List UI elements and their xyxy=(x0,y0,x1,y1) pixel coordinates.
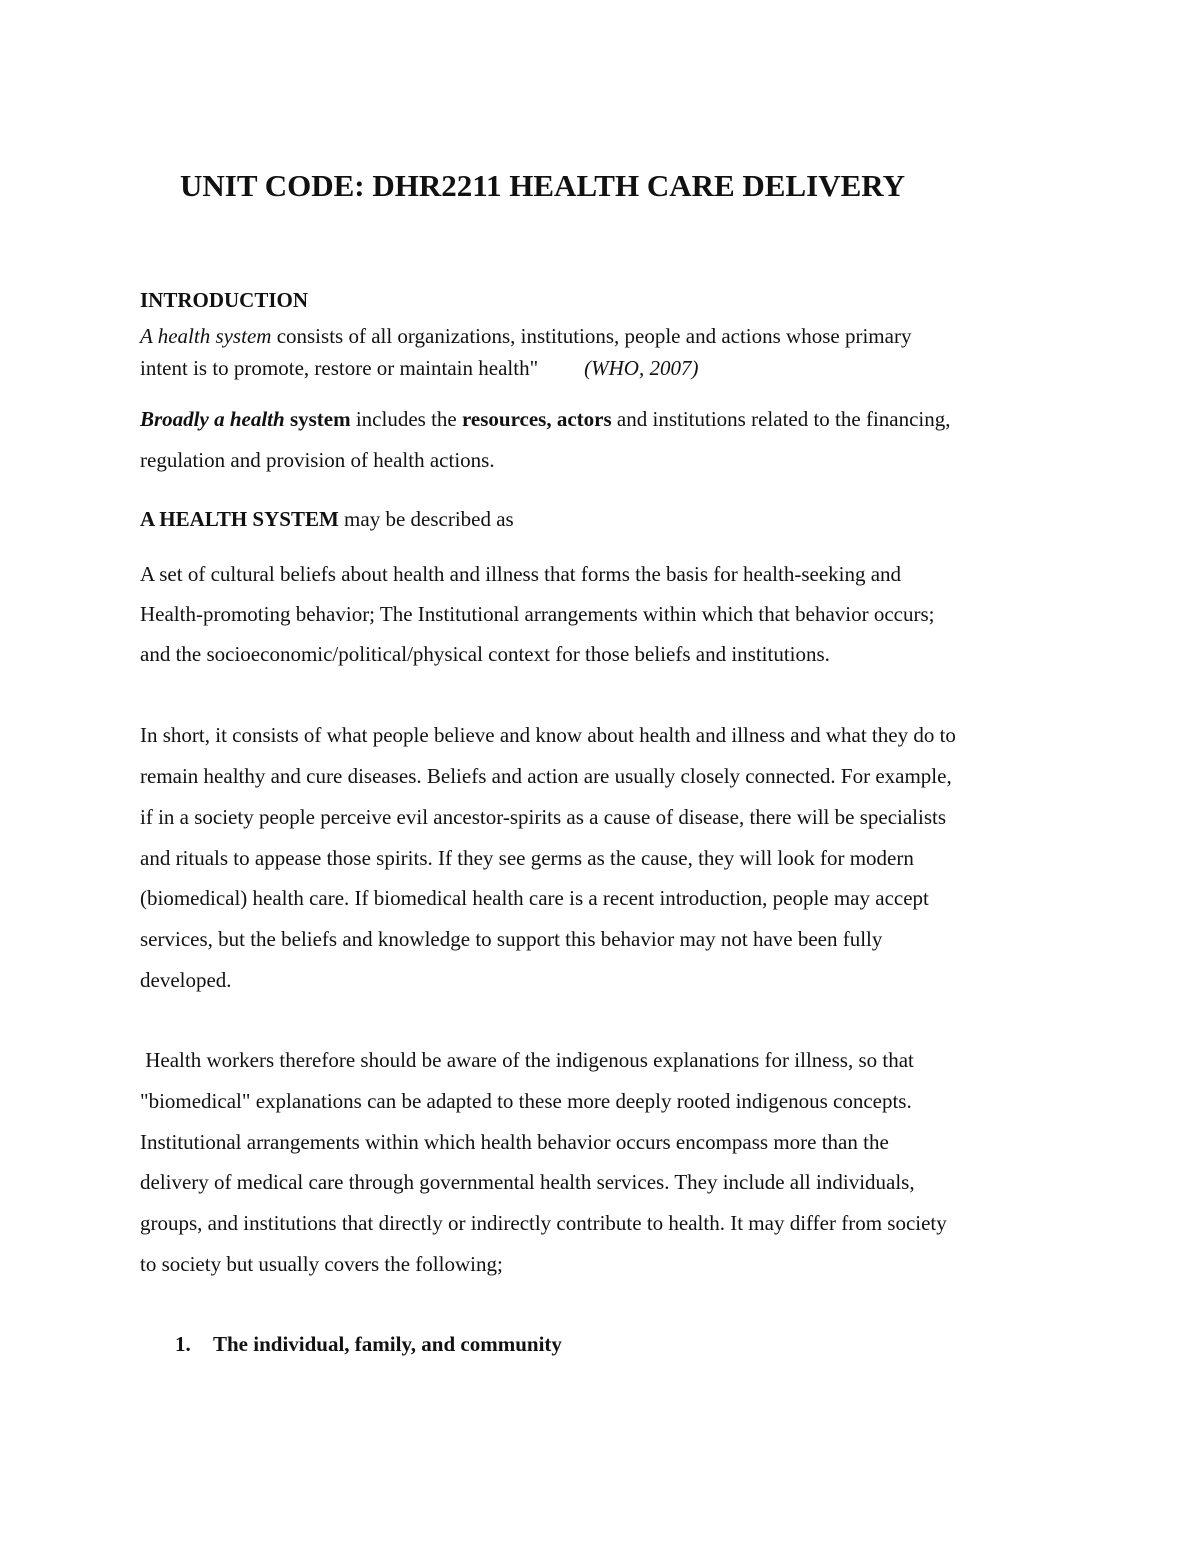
health-system-described-lead: A HEALTH SYSTEM xyxy=(140,507,339,531)
paragraph-3-line-5: groups, and institutions that directly or indirectly contribute to health. It may differ from society xyxy=(140,1211,947,1235)
list-item xyxy=(175,1330,562,1358)
broadly-line-2: regulation and provision of health actions. xyxy=(140,448,495,472)
introduction-heading: INTRODUCTION xyxy=(140,288,309,312)
paragraph-2-line-6: services, but the beliefs and knowledge to support this behavior may not have been fully xyxy=(140,927,883,951)
paragraph-2-line-2: remain healthy and cure diseases. Beliefs and action are usually closely connected. For example, xyxy=(140,764,952,788)
broadly-system-word: system xyxy=(284,407,351,431)
document-title: UNIT CODE: DHR2211 HEALTH CARE DELIVERY xyxy=(180,168,905,203)
paragraph-1-line-1: A set of cultural beliefs about health and illness that forms the basis for health-seeking and xyxy=(140,562,902,586)
paragraph-3-line-2: "biomedical" explanations can be adapted to these more deeply rooted indigenous concepts. xyxy=(140,1089,912,1113)
health-system-described-line xyxy=(140,505,514,533)
paragraph-3-line-6: to society but usually covers the following; xyxy=(140,1252,503,1276)
paragraph-2-line-7: developed. xyxy=(140,968,232,992)
who-definition-text-2: intent is to promote, restore or maintain health" xyxy=(140,356,539,380)
paragraph-2-line-3: if in a society people perceive evil ancestor-spirits as a cause of disease, there will be specialists xyxy=(140,805,947,829)
broadly-line-1 xyxy=(140,405,951,433)
list-item-text: The individual, family, and community xyxy=(213,1332,562,1356)
broadly-text-1: includes the xyxy=(350,407,462,431)
who-definition-text-1: consists of all organizations, institutions, people and actions whose primary xyxy=(271,324,912,348)
paragraph-2-line-4: and rituals to appease those spirits. If they see germs as the cause, they will look for modern xyxy=(140,846,914,870)
paragraph-3-line-1: Health workers therefore should be aware of the indigenous explanations for illness, so that xyxy=(140,1048,914,1072)
who-definition-line-2 xyxy=(140,354,698,382)
paragraph-2-line-5: (biomedical) health care. If biomedical health care is a recent introduction, people may accept xyxy=(140,886,929,910)
health-system-described-rest: may be described as xyxy=(338,507,514,531)
who-definition-line-1 xyxy=(140,322,911,350)
paragraph-3-line-3: Institutional arrangements within which health behavior occurs encompass more than the xyxy=(140,1130,889,1154)
broadly-text-2: and institutions related to the financing, xyxy=(611,407,951,431)
broadly-lead: Broadly a health xyxy=(140,407,285,431)
health-system-term: A health system xyxy=(140,324,272,348)
paragraph-2-line-1: In short, it consists of what people believe and know about health and illness and what they do to xyxy=(140,723,956,747)
broadly-resources-actors: resources, actors xyxy=(461,407,612,431)
who-citation: (WHO, 2007) xyxy=(584,356,699,380)
paragraph-1-line-3: and the socioeconomic/political/physical context for those beliefs and institutions. xyxy=(140,642,830,666)
paragraph-3-line-4: delivery of medical care through governmental health services. They include all individuals, xyxy=(140,1170,915,1194)
list-item-number: 1. xyxy=(175,1332,191,1356)
paragraph-1-line-2: Health-promoting behavior; The Institutional arrangements within which that behavior occurs; xyxy=(140,602,935,626)
